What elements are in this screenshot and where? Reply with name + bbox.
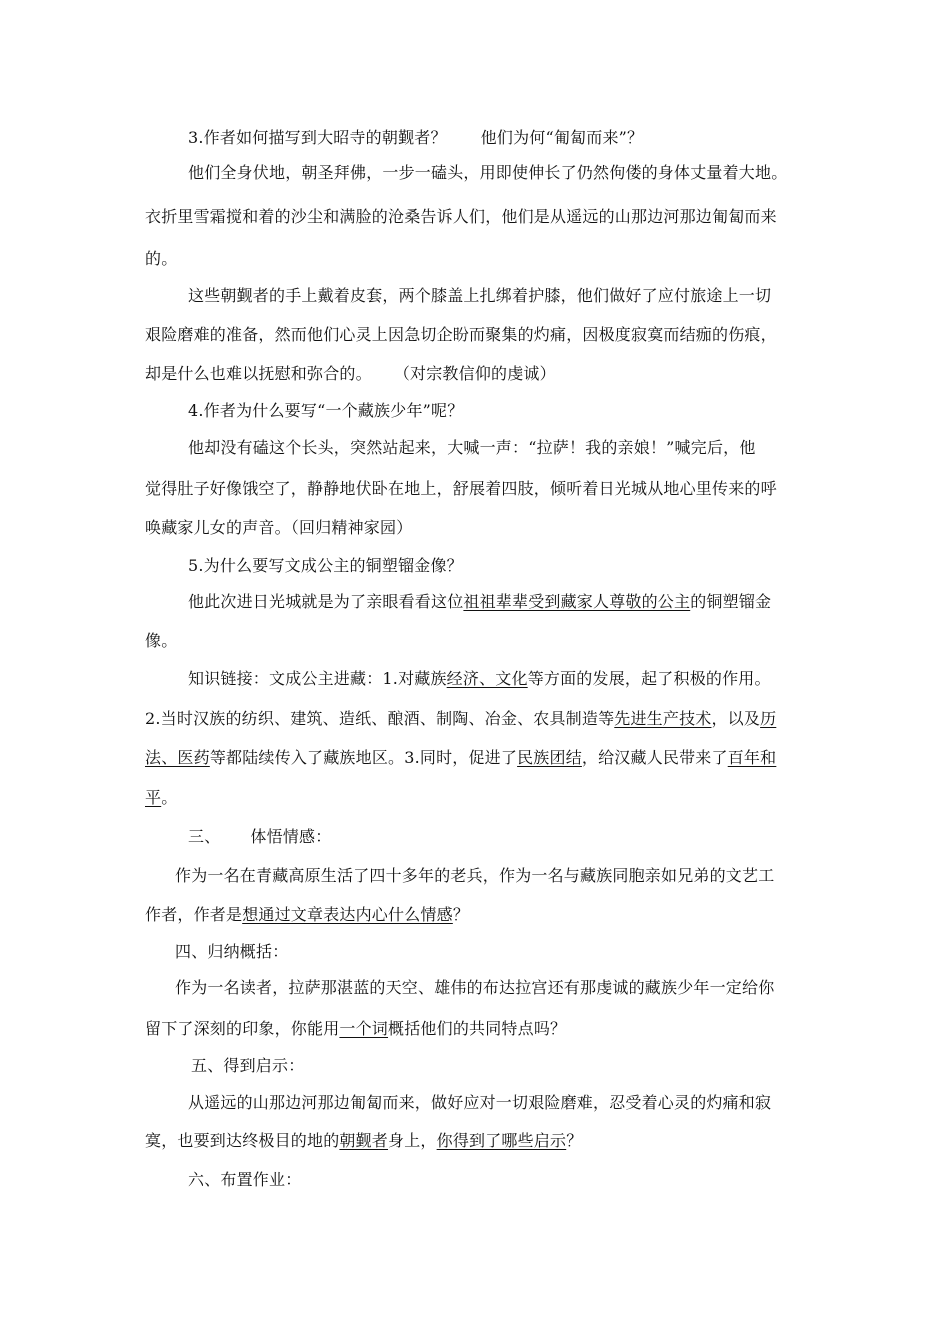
knowledge-line4: 平。 [145,788,178,807]
section-4-heading: 四、归纳概括： [175,942,289,961]
underlined-phrase: 经济、文化 [446,669,528,688]
section-5-line2: 寞，也要到达终极目的地的朝觐者身上，你得到了哪些启示？ [145,1131,583,1150]
underlined-phrase: 百年和 [727,748,777,767]
section-4-line2: 留下了深刻的印象，你能用一个词概括他们的共同特点吗？ [145,1019,567,1038]
underlined-phrase: 想通过文章表达内心什么情感 [242,905,453,924]
underlined-phrase: 历 [760,709,777,728]
q4-para-line1: 他却没有磕这个长头，突然站起来，大喊一声：“拉萨！我的亲娘！”喊完后，他 [188,438,756,457]
question-5-title: 5.为什么要写文成公主的铜塑镏金像？ [188,556,463,575]
q5-para-line2: 像。 [145,631,178,650]
underlined-phrase: 平 [145,788,162,807]
q3-para1-line1: 他们全身伏地，朝圣拜佛，一步一磕头，用即使伸长了仍然佝偻的身体丈量着大地。 [188,163,788,182]
section-3-heading: 三、 体悟情感： [188,827,332,846]
q4-para-line2: 觉得肚子好像饿空了，静静地伏卧在地上，舒展着四肢，倾听着日光城从地心里传来的呼 [145,479,777,498]
section-5-heading: 五、得到启示： [191,1056,305,1075]
question-4-title: 4.作者为什么要写“一个藏族少年”呢？ [188,401,464,420]
question-3-title: 3.作者如何描写到大昭寺的朝觐者？ 他们为何“匍匐而来”？ [188,128,644,147]
q5-para-line1: 他此次进日光城就是为了亲眼看看这位祖祖辈辈受到藏家人尊敬的公主的铜塑镏金 [188,592,772,611]
q4-para-line3: 唤藏家儿女的声音。（回归精神家园） [145,518,413,537]
underlined-phrase: 先进生产技术 [614,709,712,728]
knowledge-line2: 2.当时汉族的纺织、建筑、造纸、酿酒、制陶、冶金、农具制造等先进生产技术，以及历 [145,709,777,728]
q3-para2-line1: 这些朝觐者的手上戴着皮套，两个膝盖上扎绑着护膝，他们做好了应付旅途上一切 [188,286,772,305]
q3-para1-line3: 的。 [145,249,178,268]
section-6-heading: 六、布置作业： [188,1170,302,1189]
underlined-phrase: 民族团结 [517,748,582,767]
section-3-line1: 作为一名在青藏高原生活了四十多年的老兵，作为一名与藏族同胞亲如兄弟的文艺工 [175,866,775,885]
underlined-phrase: 你得到了哪些启示 [436,1131,567,1150]
underlined-phrase: 祖祖辈辈受到藏家人尊敬的公主 [463,592,691,611]
q3-para2-line3: 却是什么也难以抚慰和弥合的。 （对宗教信仰的虔诚） [145,364,556,383]
knowledge-line1: 知识链接：文成公主进藏：1.对藏族经济、文化等方面的发展，起了积极的作用。 [188,669,771,688]
q3-para2-line2: 艰险磨难的准备，然而他们心灵上因急切企盼而聚集的灼痛，因极度寂寞而结痂的伤痕， [145,325,777,344]
knowledge-line3: 法、医药等都陆续传入了藏族地区。3.同时，促进了民族团结，给汉藏人民带来了百年和 [145,748,777,767]
underlined-phrase: 一个词 [339,1019,389,1038]
q3-para1-line2: 衣折里雪霜搅和着的沙尘和满脸的沧桑告诉人们，他们是从遥远的山那边河那边匍匐而来 [145,207,777,226]
underlined-phrase: 法、医药 [145,748,210,767]
section-4-line1: 作为一名读者，拉萨那湛蓝的天空、雄伟的布达拉宫还有那虔诚的藏族少年一定给你 [175,978,775,997]
section-5-line1: 从遥远的山那边河那边匍匐而来，做好应对一切艰险磨难，忍受着心灵的灼痛和寂 [188,1093,772,1112]
underlined-phrase: 朝觐者 [339,1131,389,1150]
section-3-line2: 作者，作者是想通过文章表达内心什么情感？ [145,905,470,924]
